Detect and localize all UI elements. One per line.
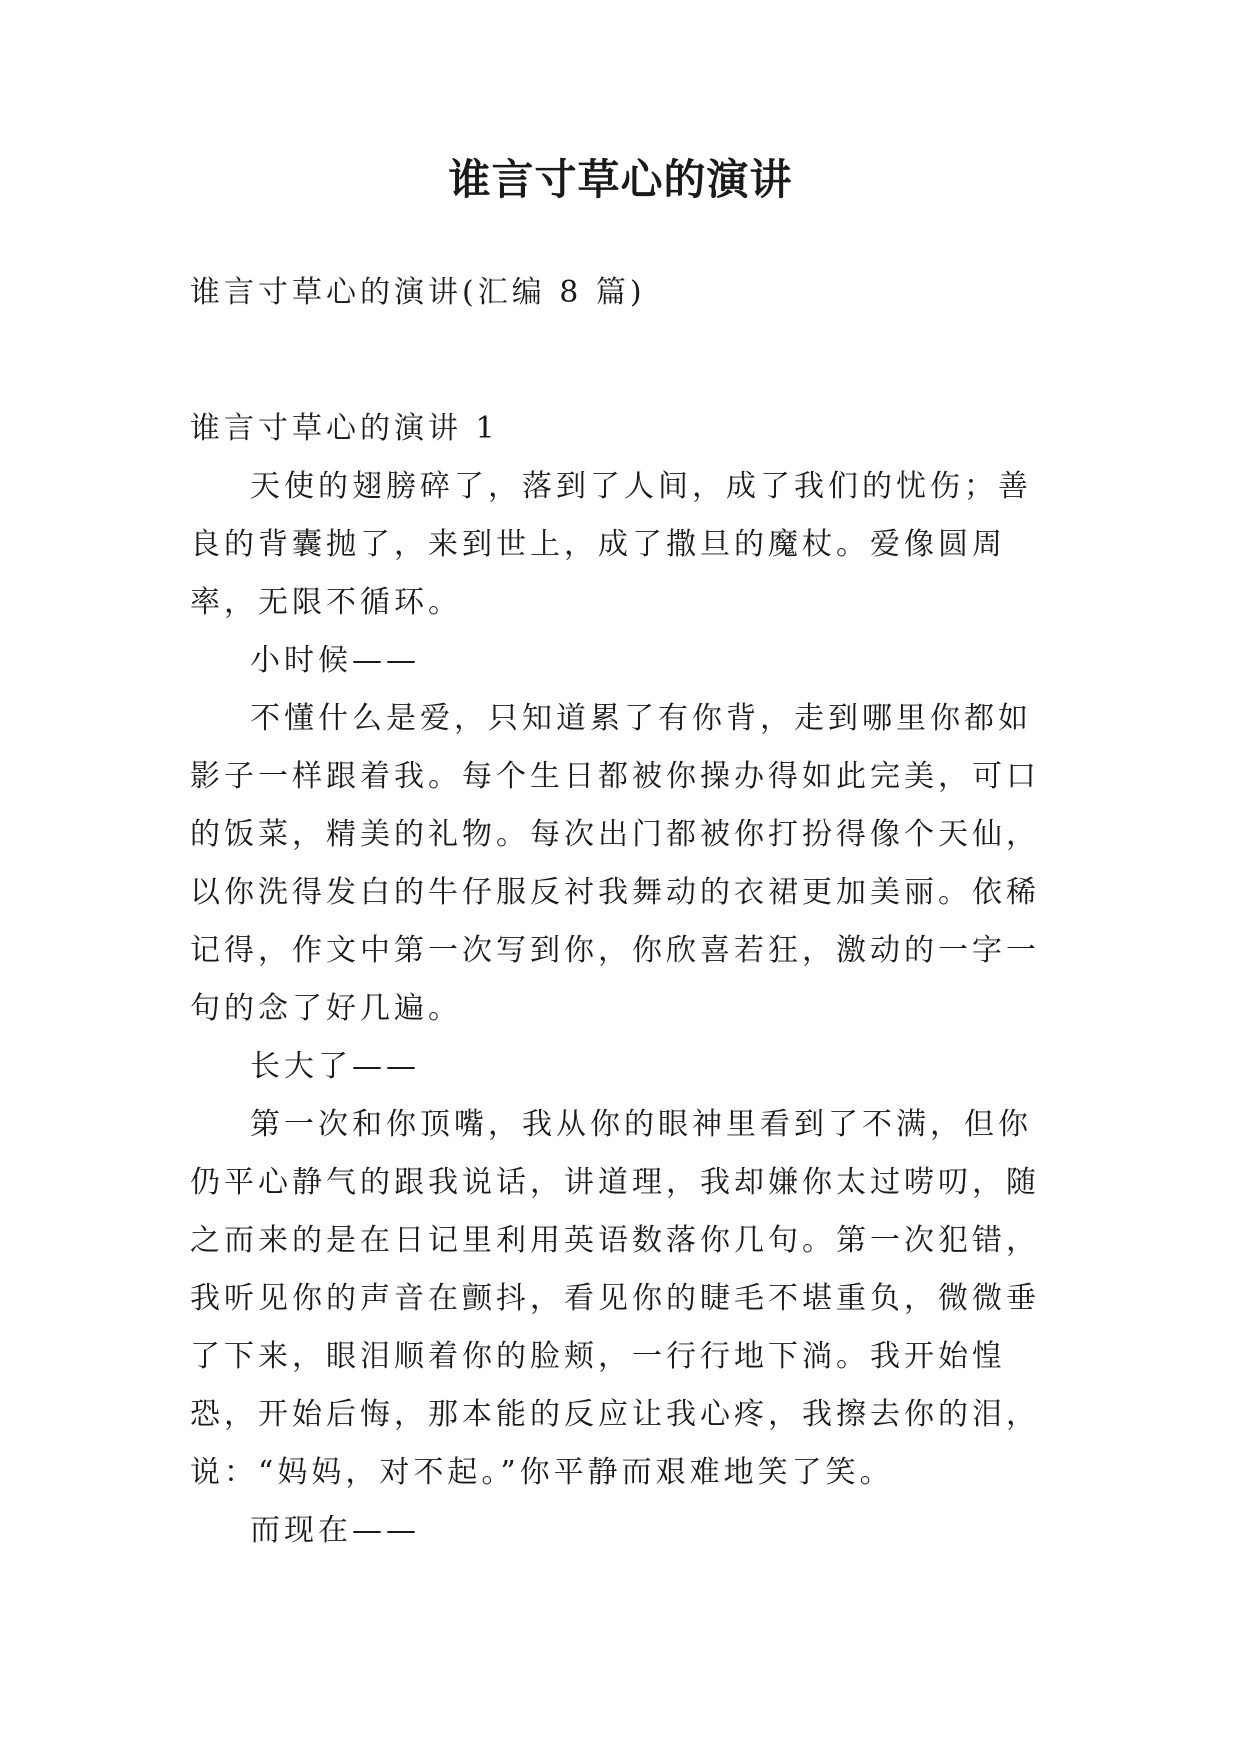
paragraph: 不懂什么是爱，只知道累了有你背，走到哪里你都如影子一样跟着我。每个生日都被你操办得如此完美，可口的饭菜，精美的礼物。每次出门都被你打扮得像个天仙，以你洗得发白的牛仔服反衬我舞动的衣裙更加美丽。依稀记得，作文中第一次写到你，你欣喜若狂，激动的一字一句的念了好几遍。 [190,701,1040,1026]
paragraph: 而现在—— [250,1513,420,1548]
paragraph: 小时候—— [250,643,420,678]
paragraph: 长大了—— [250,1049,420,1084]
document-body [190,400,1060,1560]
document-title: 谁言寸草心的演讲 [448,155,793,204]
paragraph: 天使的翅膀碎了，落到了人间，成了我们的忧伤；善良的背囊抛了，来到世上，成了撒旦的魔杖。爱像圆周率，无限不循环。 [190,469,1032,620]
document-subtitle: 谁言寸草心的演讲(汇编 8 篇) [190,275,646,310]
section-heading: 谁言寸草心的演讲 1 [190,411,499,446]
paragraph: 第一次和你顶嘴，我从你的眼神里看到了不满，但你仍平心静气的跟我说话，讲道理，我却嫌你太过唠叨，随之而来的是在日记里利用英语数落你几句。第一次犯错，我听见你的声音在颤抖，看见你的睫毛不堪重负，微微垂了下来，眼泪顺着你的脸颊，一行行地下淌。我开始惶恐，开始后悔，那本能的反应让我心疼，我擦去你的泪，说：“妈妈，对不起。”你平静而艰难地笑了笑。 [190,1107,1040,1490]
